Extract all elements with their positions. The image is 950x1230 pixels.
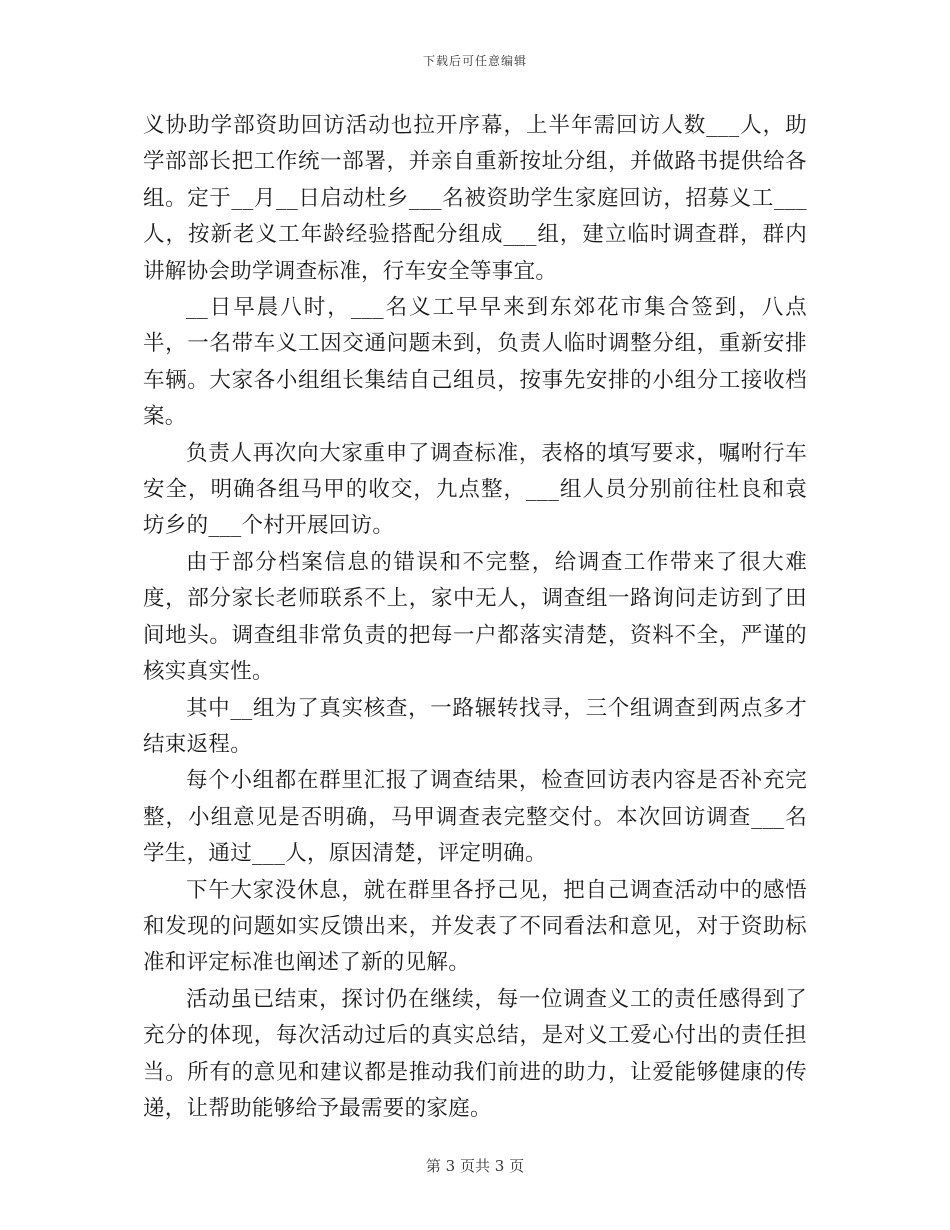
paragraph-2: __日早晨八时，___名义工早早来到东郊花市集合签到，八点半，一名带车义工因交通问题未到，负责人临时调整分组，重新安排车辆。大家各小组组长集结自己组员，按事先安排的小组分工接收档案。 (143, 295, 807, 430)
page-header: 下载后可任意编辑 (422, 54, 527, 68)
page-footer: 第 3 页共 3 页 (425, 1157, 525, 1175)
paragraph-7: 下午大家没休息，就在群里各抒己见，把自己调查活动中的感悟和发现的问题如实反馈出来，并发表了不同看法和意见，对于资助标准和评定标准也阐述了新的见解。 (143, 877, 807, 976)
paragraph-8: 活动虽已结束，探讨仍在继续，每一位调查义工的责任感得到了充分的体现，每次活动过后的真实总结，是对义工爱心付出的责任担当。所有的意见和建议都是推动我们前进的助力，让爱能够健康的传递，让帮助能够给予最需要的家庭。 (143, 986, 807, 1121)
paragraph-5: 其中__组为了真实核查，一路辗转找寻，三个组调查到两点多才结束返程。 (143, 695, 807, 757)
paragraph-6: 每个小组都在群里汇报了调查结果，检查回访表内容是否补充完整，小组意见是否明确，马甲调查表完整交付。本次回访调查___名学生，通过___人，原因清楚，评定明确。 (143, 768, 807, 867)
paragraph-4: 由于部分档案信息的错误和不完整，给调查工作带来了很大难度，部分家长老师联系不上，家中无人，调查组一路询问走访到了田间地头。调查组非常负责的把每一户都落实清楚，资料不全，严谨的核实真实性。 (143, 549, 807, 685)
paragraph-1: 义协助学部资助回访活动也拉开序幕，上半年需回访人数___人，助学部部长把工作统一部署，并亲自重新按址分组，并做路书提供给各组。定于__月__日启动杜乡___名被资助学生家庭回访，招募义工___人，按新老义工年龄经验搭配分组成___组，建立临时调查群，群内讲解协会助学调查标准，行车安全等事宜。 (143, 113, 807, 284)
document-body (143, 108, 807, 1127)
paragraph-3: 负责人再次向大家重申了调查标准，表格的填写要求，嘱咐行车安全，明确各组马甲的收交，九点整，___组人员分别前往杜良和袁坊乡的___个村开展回访。 (143, 440, 807, 539)
